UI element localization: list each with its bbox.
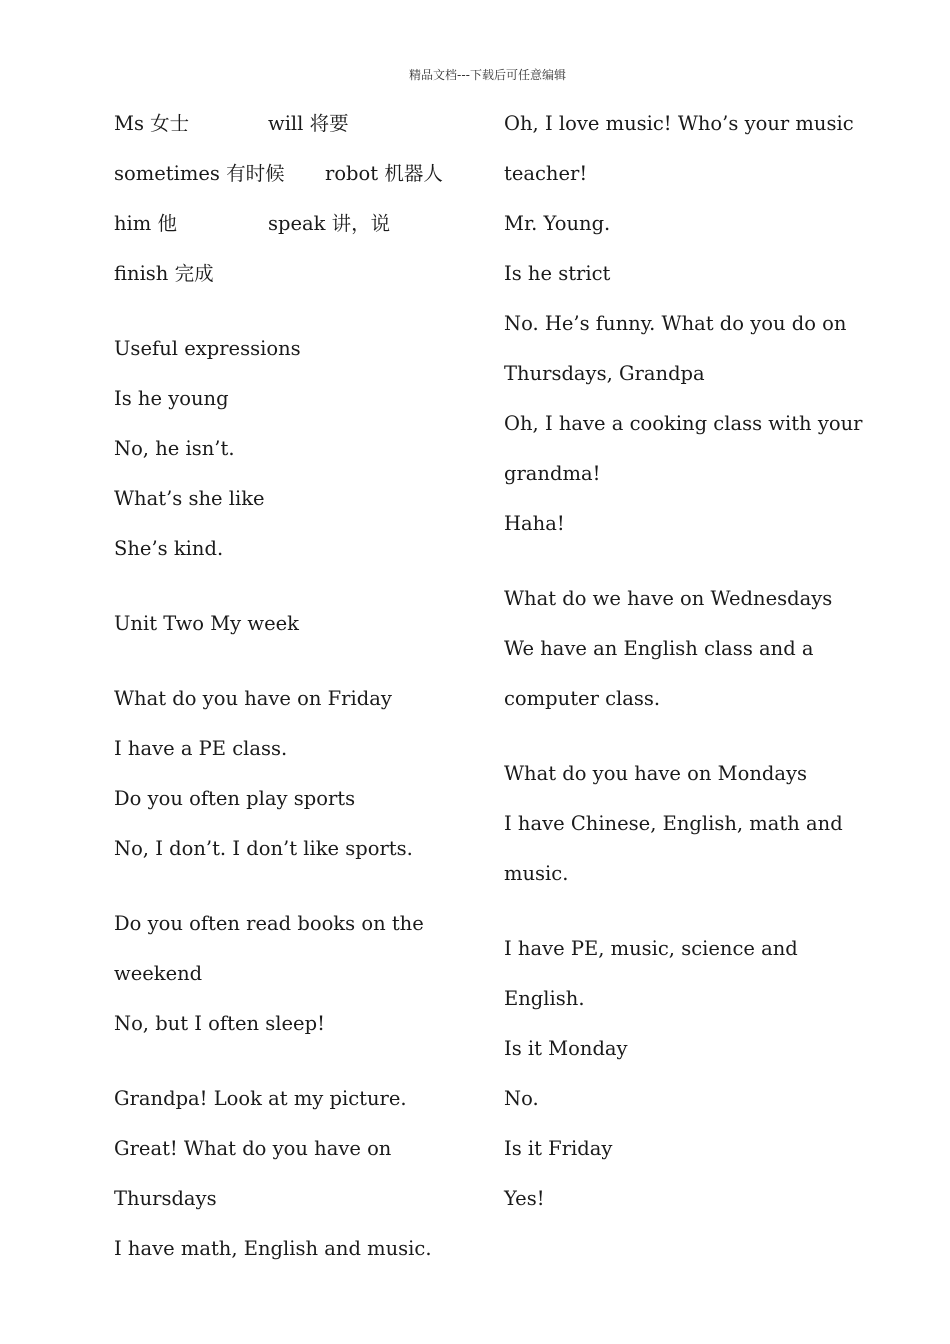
- vocab-row: [114, 208, 474, 258]
- text-line: Is it Friday: [504, 1137, 613, 1160]
- text-line: weekend: [114, 962, 203, 985]
- right-column: [504, 108, 864, 1233]
- text-line: Thursdays, Grandpa: [504, 362, 705, 385]
- text-line: She’s kind.: [114, 537, 224, 560]
- text-line: Is it Monday: [504, 1037, 628, 1060]
- text-line: What do you have on Friday: [114, 687, 392, 710]
- text-line: I have PE, music, science and: [504, 937, 798, 960]
- text-line: No.: [504, 1087, 539, 1110]
- text-line: Great! What do you have on: [114, 1137, 392, 1160]
- vocab-word: sometimes 有时候: [114, 162, 285, 185]
- text-line: No. He’s funny. What do you do on: [504, 312, 847, 335]
- section-heading: Useful expressions: [114, 337, 301, 360]
- text-line: I have Chinese, English, math and: [504, 812, 843, 835]
- text-line: computer class.: [504, 687, 661, 710]
- text-line: Is he young: [114, 387, 229, 410]
- vocab-row: finish 完成: [114, 262, 214, 285]
- page-header: 精品文档---下载后可任意编辑: [409, 68, 566, 82]
- text-line: What do we have on Wednesdays: [504, 587, 833, 610]
- text-line: No, but I often sleep!: [114, 1012, 325, 1035]
- vocab-word: him 他: [114, 212, 177, 235]
- vocab-word: robot 机器人: [325, 162, 443, 185]
- text-line: Do you often read books on the: [114, 912, 424, 935]
- text-line: What do you have on Mondays: [504, 762, 808, 785]
- vocab-word: speak 讲，说: [268, 212, 391, 235]
- text-line: We have an English class and a: [504, 637, 814, 660]
- text-line: Thursdays: [114, 1187, 217, 1210]
- vocab-word: Ms 女士: [114, 112, 190, 135]
- text-line: Yes!: [504, 1187, 545, 1210]
- text-line: Haha!: [504, 512, 565, 535]
- text-line: I have a PE class.: [114, 737, 288, 760]
- text-line: Oh, I love music! Who’s your music: [504, 112, 854, 135]
- left-column: [114, 108, 474, 1283]
- text-line: What’s she like: [114, 487, 265, 510]
- text-line: No, I don’t. I don’t like sports.: [114, 837, 413, 860]
- text-line: grandma!: [504, 462, 601, 485]
- vocab-word: will 将要: [268, 112, 349, 135]
- vocab-row: [114, 158, 474, 208]
- text-line: Mr. Young.: [504, 212, 611, 235]
- text-line: Do you often play sports: [114, 787, 356, 810]
- text-line: Grandpa! Look at my picture.: [114, 1087, 407, 1110]
- text-line: English.: [504, 987, 585, 1010]
- text-line: Is he strict: [504, 262, 611, 285]
- text-line: music.: [504, 862, 569, 885]
- vocab-row: [114, 108, 474, 158]
- text-line: Oh, I have a cooking class with your: [504, 412, 863, 435]
- text-line: teacher!: [504, 162, 588, 185]
- text-line: I have math, English and music.: [114, 1237, 432, 1260]
- unit-title: Unit Two My week: [114, 612, 299, 635]
- text-line: No, he isn’t.: [114, 437, 235, 460]
